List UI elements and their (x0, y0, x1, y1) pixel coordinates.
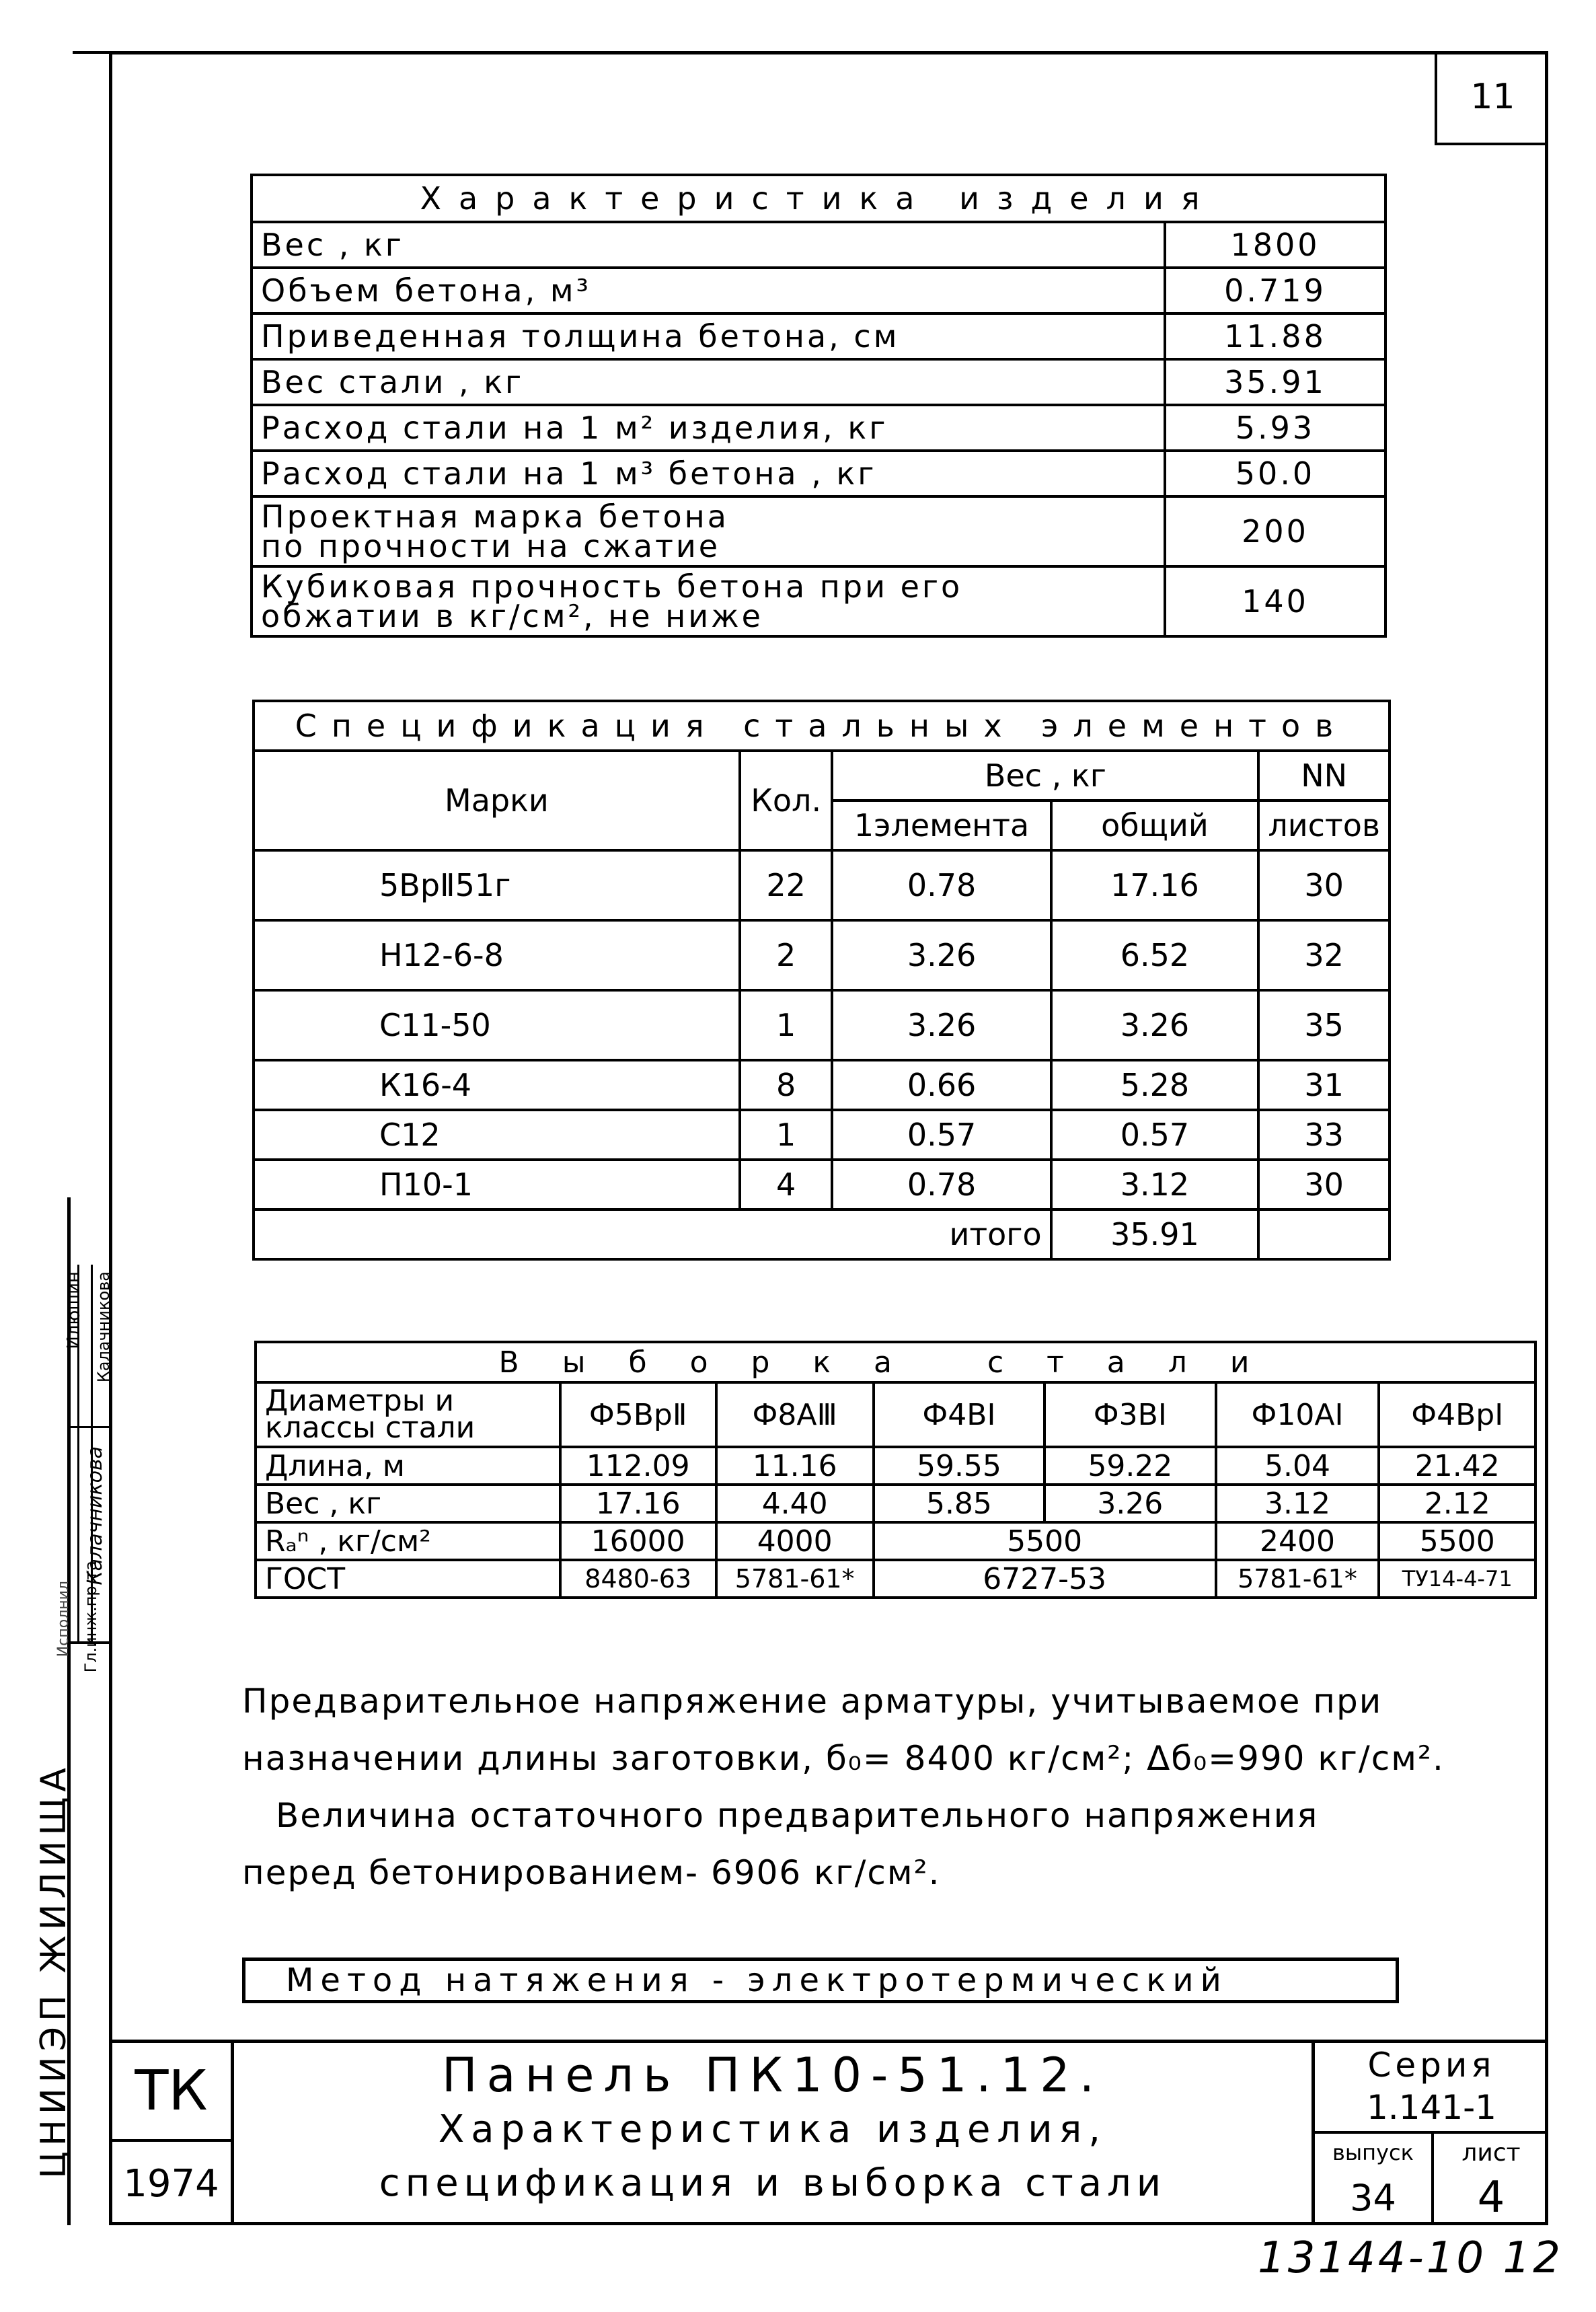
header-nn: NN (1258, 751, 1390, 800)
table-row: Расход стали на 1 м² изделия, кг 5.93 (252, 405, 1385, 451)
sheet-value: 4 (1477, 2173, 1505, 2223)
total-value: 35.91 (1051, 1209, 1259, 1259)
issue-value: 34 (1350, 2176, 1396, 2219)
characteristics-title: Характеристика изделия (252, 175, 1385, 222)
total-label: итого (832, 1209, 1051, 1259)
table-row: Кубиковая прочность бетона при его обжатии в кг/см², не ниже 140 (252, 566, 1385, 636)
specification-table (252, 700, 1391, 1261)
table-row: Объем бетона, м³ 0.719 (252, 268, 1385, 313)
header-weight: Вес , кг (832, 751, 1258, 800)
table-row: Н12-6-8 2 3.26 6.52 32 (254, 920, 1390, 990)
column-header: Ф4ВрⅠ (1379, 1382, 1535, 1447)
header-per-element: 1элемента (832, 800, 1051, 850)
table-row: Вес , кг 17.16 4.40 5.85 3.26 3.12 2.12 (256, 1485, 1535, 1522)
name-2: Калачникова (94, 1271, 113, 1383)
column-header: Ф5ВрⅡ (560, 1382, 716, 1447)
org-code: ТК (135, 2059, 208, 2123)
subtitle-line-2: спецификация и выборка стали (379, 2161, 1167, 2205)
header-sheets: листов (1258, 800, 1390, 850)
left-margin-tick (73, 51, 110, 54)
sheet-label: лист (1461, 2138, 1521, 2167)
table-row: Расход стали на 1 м³ бетона , кг 50.0 (252, 451, 1385, 496)
note-line-3: Величина остаточного предварительного напряжения (276, 1796, 1319, 1835)
side-stamp-border (67, 1426, 109, 1428)
table-row: Приведенная толщина бетона, см 11.88 (252, 313, 1385, 359)
table-row: П10-1 4 0.78 3.12 30 (254, 1160, 1390, 1209)
column-header: Ф4ВⅠ (874, 1382, 1044, 1447)
header-qty: Кол. (740, 751, 833, 850)
tensioning-method: Метод натяжения - электротермический (242, 1957, 1399, 2003)
archive-number: 13144-10 12 (1258, 2233, 1563, 2283)
steel-selection-table: Выборка стали Диаметры и классы стали Ф5ВрⅡ Ф8АⅢ Ф4ВⅠ Ф3ВⅠ Ф10АⅠ Ф4ВрⅠ Длина, м 112.09 11.16 59.55 59.22 5.04 21.42 Вес , кг 17.16 4.40 5.85 3.26 3.12 2.12 Rₐⁿ , кг/см² 16000 4000 5500 2400 5500 ГОСТ 8480-63 5781-61* 6727-53 5781-61* ТУ14-4-71 (254, 1341, 1537, 1599)
table-row: С11-50 1 3.26 3.26 35 (254, 990, 1390, 1060)
panel-title: Панель ПК10-51.12. (442, 2048, 1104, 2103)
table-row: Rₐⁿ , кг/см² 16000 4000 5500 2400 5500 (256, 1522, 1535, 1560)
org-vertical-label: ЦНИИЭП ЖИЛИЩА (34, 1762, 74, 2179)
total-row (254, 1209, 1390, 1259)
specification-title: Спецификация стальных элементов (254, 701, 1390, 751)
characteristics-table (250, 174, 1387, 638)
year: 1974 (123, 2161, 219, 2206)
column-header: Ф3ВⅠ (1044, 1382, 1215, 1447)
note-line-1: Предварительное напряжение арматуры, учитываемое при (242, 1682, 1383, 1721)
role-2: Исполнил (55, 1581, 72, 1657)
title-block-top-border (109, 2040, 1548, 2043)
sheet-corner-number: 11 (1435, 51, 1548, 145)
table-row: Вес , кг 1800 (252, 222, 1385, 268)
table-row: К16-4 8 0.66 5.28 31 (254, 1060, 1390, 1110)
name-1: Илюшин (64, 1271, 84, 1349)
column-header: Ф8АⅢ (716, 1382, 874, 1447)
table-row: Проектная марка бетона по прочности на сжатие 200 (252, 496, 1385, 566)
table-row: Длина, м 112.09 11.16 59.55 59.22 5.04 21.42 (256, 1447, 1535, 1485)
table-row: 5ВрⅡ51г 22 0.78 17.16 30 (254, 850, 1390, 920)
table-row: С12 1 0.57 0.57 33 (254, 1110, 1390, 1160)
series-value: 1.141-1 (1367, 2088, 1496, 2127)
table-row: ГОСТ 8480-63 5781-61* 6727-53 5781-61* ТУ14-4-71 (256, 1560, 1535, 1598)
table-row: Вес стали , кг 35.91 (252, 359, 1385, 405)
header-total: общий (1051, 800, 1259, 850)
subtitle-line-1: Характеристика изделия, (438, 2107, 1108, 2151)
issue-label: выпуск (1332, 2140, 1414, 2165)
steel-selection-title: Выборка стали (256, 1342, 1535, 1382)
series-label: Серия (1367, 2046, 1496, 2085)
signature: Калачникова (83, 1446, 107, 1586)
note-line-2: назначении длины заготовки, б₀= 8400 кг/см²; Δб₀=990 кг/см². (242, 1739, 1445, 1778)
role-1: Гл.инж.пр-та (81, 1561, 100, 1673)
column-header: Ф10АⅠ (1216, 1382, 1379, 1447)
note-line-4: перед бетонированием- 6906 кг/см². (242, 1853, 941, 1892)
header-marks: Марки (254, 751, 740, 850)
